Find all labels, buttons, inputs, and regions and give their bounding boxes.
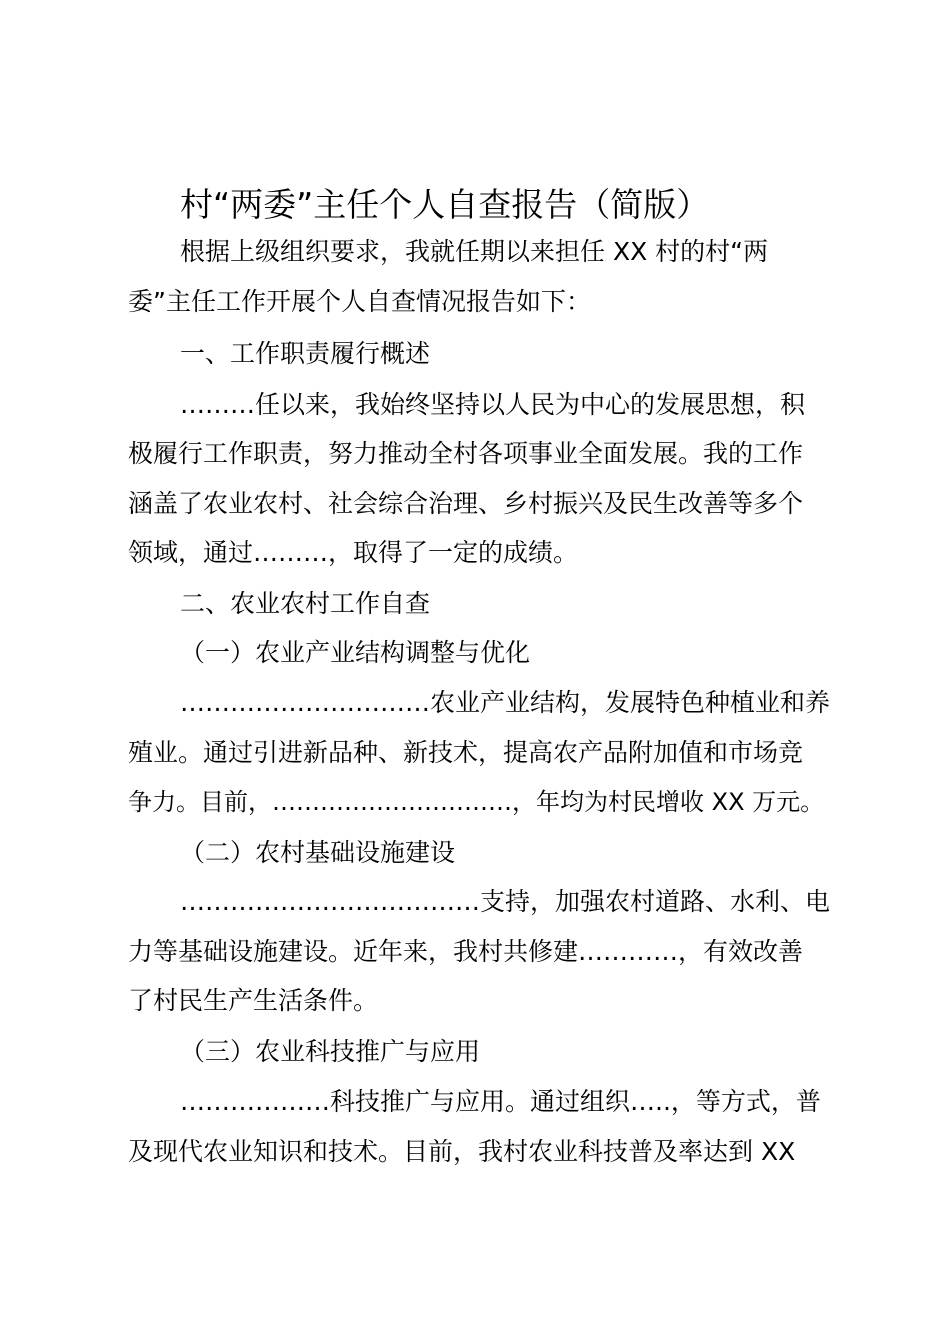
section-1-para-line-1: ………任以来，我始终坚持以人民为中心的发展思想，积 [180, 390, 806, 419]
intro-line-2: 委”主任工作开展个人自查情况报告如下： [128, 287, 591, 316]
subsection-3-line-1: ………………科技推广与应用。通过组织…..，等方式，普 [180, 1087, 821, 1116]
intro-line-1: 根据上级组织要求，我就任期以来担任 XX 村的村“两 [180, 237, 769, 266]
subsection-3-line-2: 及现代农业知识和技术。目前，我村农业科技普及率达到 XX [128, 1137, 796, 1166]
subsection-3-heading: （三）农业科技推广与应用 [180, 1037, 481, 1066]
subsection-1-line-2: 殖业。通过引进新品种、新技术，提高农产品附加值和市场竞 [128, 738, 804, 767]
section-1-para-line-4: 领域，通过………，取得了一定的成绩。 [128, 538, 579, 567]
section-1-para-line-3: 涵盖了农业农村、社会综合治理、乡村振兴及民生改善等多个 [128, 489, 804, 518]
subsection-2-heading: （二）农村基础设施建设 [180, 838, 456, 867]
subsection-2-line-2: 力等基础设施建设。近年来，我村共修建…………，有效改善 [128, 937, 804, 966]
subsection-1-line-1: …………………………农业产业结构，发展特色种植业和养 [180, 688, 831, 717]
subsection-1-line-3: 争力。目前，…………………………，年均为村民增收 XX 万元。 [128, 788, 825, 816]
subsection-2-line-3: 了村民生产生活条件。 [128, 986, 379, 1015]
section-1-heading: 一、工作职责履行概述 [180, 339, 431, 368]
subsection-1-heading: （一）农业产业结构调整与优化 [180, 638, 531, 667]
section-2-heading: 二、农业农村工作自查 [180, 589, 431, 618]
section-1-para-line-2: 极履行工作职责，努力推动全村各项事业全面发展。我的工作 [128, 439, 804, 468]
document-title: 村“两委”主任个人自查报告（简版） [180, 185, 710, 224]
subsection-2-line-1: ………………………………支持，加强农村道路、水利、电 [180, 887, 831, 916]
